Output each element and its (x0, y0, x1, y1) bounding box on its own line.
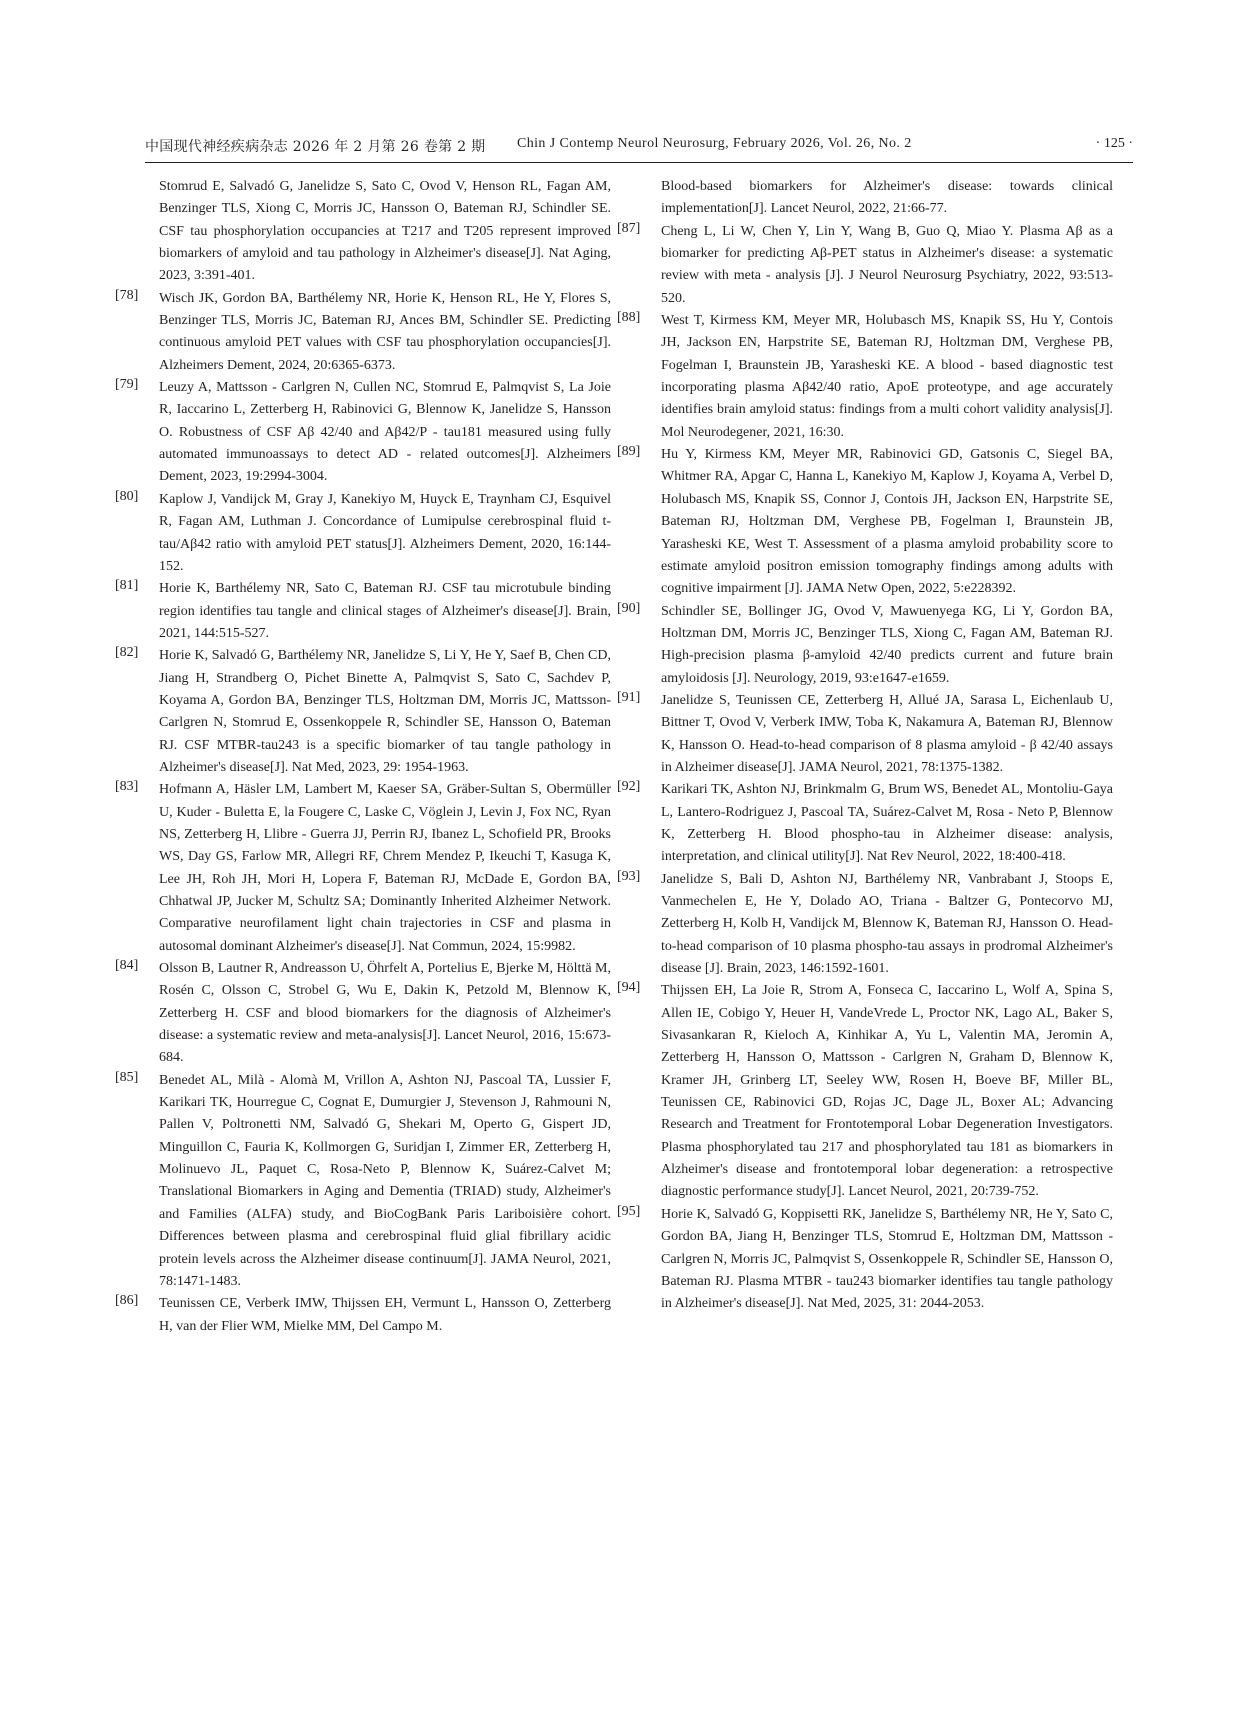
reference-entry-continuation (661, 176, 1113, 221)
reference-text: Stomrud E, Salvadó G, Janelidze S, Sato C, Ovod V, Henson RL, Fagan AM, Benzinger TLS, Xiong C, Morris JC, Hansson O, Bateman RJ, Schindler SE. CSF tau phosphorylation occupancies at T217 and T205 represent improved biomarkers of amyloid and tau pathology in Alzheimer's disease[J]. Nat Aging, 2023, 3:391-401. (159, 179, 611, 284)
reference-entry (617, 689, 1113, 779)
reference-number: [92] (617, 779, 641, 795)
page-number: · 125 · (1095, 136, 1133, 151)
reference-text: West T, Kirmess KM, Meyer MR, Holubasch MS, Knapik SS, Hu Y, Contois JH, Jackson EN, Harpstrite SE, Bateman RJ, Holtzman DM, Verghese PB, Fogelman I, Braunstein JB, Yarasheski KE. A blood - based diagnostic test incorporating plasma Aβ42/40 ratio, ApoE proteotype, and age accurately identifies brain amyloid status: findings from a multi cohort validity analysis[J]. Mol Neurodegener, 2021, 16:30. (661, 313, 1113, 440)
reference-text: Thijssen EH, La Joie R, Strom A, Fonseca C, Iaccarino L, Wolf A, Spina S, Allen IE, Cobigo Y, Heuer H, VandeVrede L, Proctor NK, Lago AL, Baker S, Sivasankaran R, Kieloch A, Kinhikar A, Yu L, Valentin MA, Jeromin A, Zetterberg H, Hansson O, Mattsson - Carlgren N, Graham D, Blennow K, Kramer JH, Grinberg LT, Seeley WW, Rosen H, Boeve BF, Miller BL, Teunissen CE, Rabinovici GD, Rojas JC, Dage JL, Boxer AL; Advancing Research and Treatment for Frontotemporal Lobar Degeneration Investigators. Plasma phosphorylated tau 217 and phosphorylated tau 181 as biomarkers in Alzheimer's disease and frontotemporal lobar degeneration: a retrospective diagnostic performance study[J]. Lancet Neurol, 2021, 20:739-752. (661, 983, 1113, 1200)
reference-text: Schindler SE, Bollinger JG, Ovod V, Mawuenyega KG, Li Y, Gordon BA, Holtzman DM, Morris JC, Benzinger TLS, Xiong C, Fagan AM, Bateman RJ. High-precision plasma β-amyloid 42/40 predicts current and future brain amyloidosis [J]. Neurology, 2019, 93:e1647-e1659. (661, 603, 1113, 686)
reference-column-left (115, 176, 611, 1338)
reference-entry (617, 220, 1113, 310)
reference-entry (115, 1293, 611, 1338)
reference-entry (617, 779, 1113, 868)
reference-entry (617, 980, 1113, 1203)
reference-entry (115, 287, 611, 377)
reference-entry (617, 1203, 1113, 1316)
reference-number: [89] (617, 444, 641, 460)
reference-text: Horie K, Barthélemy NR, Sato C, Bateman RJ. CSF tau microtubule binding region identifies tau tangle and clinical stages of Alzheimer's disease[J]. Brain, 2021, 144:515-527. (159, 581, 611, 641)
reference-number: [83] (115, 779, 139, 795)
reference-text: Horie K, Salvadó G, Koppisetti RK, Janelidze S, Barthélemy NR, He Y, Sato C, Gordon BA, Jiang H, Benzinger TLS, Stomrud E, Holtzman DM, Mattsson - Carlgren N, Morris JC, Palmqvist S, Ossenkoppele R, Schindler SE, Hansson O, Bateman RJ. Plasma MTBR - tau243 biomarker identifies tau tangle pathology in Alzheimer's disease[J]. Nat Med, 2025, 31: 2044-2053. (661, 1206, 1113, 1312)
reference-text: Wisch JK, Gordon BA, Barthélemy NR, Horie K, Henson RL, He Y, Flores S, Benzinger TLS, Morris JC, Bateman RJ, Ances BM, Schindler SE. Predicting continuous amyloid PET values with CSF tau phosphorylation occupancies[J]. Alzheimers Dement, 2024, 20:6365-6373. (159, 290, 611, 373)
reference-entry (115, 578, 611, 645)
reference-text: Janelidze S, Teunissen CE, Zetterberg H, Allué JA, Sarasa L, Eichenlaub U, Bittner T, Ovod V, Verberk IMW, Toba K, Nakamura A, Bateman RJ, Blennow K, Hansson O. Head-to-head comparison of 8 plasma amyloid - β 42/40 assays in Alzheimer disease[J]. JAMA Neurol, 2021, 78:1375-1382. (661, 692, 1113, 775)
reference-entry (115, 779, 611, 958)
header-rule (145, 162, 1133, 163)
reference-text: Karikari TK, Ashton NJ, Brinkmalm G, Brum WS, Benedet AL, Montoliu-Gaya L, Lantero-Rodriguez J, Pascoal TA, Suárez-Calvet M, Rosa - Neto P, Blennow K, Zetterberg H. Blood phospho-tau in Alzheimer disease: analysis, interpretation, and clinical utility[J]. Nat Rev Neurol, 2022, 18:400-418. (661, 782, 1113, 865)
reference-text: Janelidze S, Bali D, Ashton NJ, Barthélemy NR, Vanbrabant J, Stoops E, Vanmechelen E, He Y, Dolado AO, Triana - Baltzer G, Pontecorvo MJ, Zetterberg H, Kolb H, Vandijck M, Blennow K, Bateman RJ, Hansson O. Head-to-head comparison of 10 plasma phospho-tau assays in prodromal Alzheimer's disease [J]. Brain, 2023, 146:1592-1601. (661, 871, 1113, 977)
reference-entry-continuation (159, 176, 611, 288)
reference-number: [79] (115, 377, 139, 393)
reference-entry (115, 1069, 611, 1293)
journal-title-chinese: 中国现代神经疾病杂志 2026 年 2 月第 26 卷第 2 期 (145, 139, 486, 155)
reference-number: [86] (115, 1293, 139, 1309)
reference-text: Blood-based biomarkers for Alzheimer's disease: towards clinical implementation[J]. Lancet Neurol, 2022, 21:66-77. (661, 179, 1113, 217)
reference-text: Leuzy A, Mattsson - Carlgren N, Cullen NC, Stomrud E, Palmqvist S, La Joie R, Iaccarino L, Zetterberg H, Rabinovici G, Blennow K, Janelidze S, Hansson O. Robustness of CSF Aβ 42/40 and Aβ42/P - tau181 measured using fully automated immunoassays to detect AD - related outcomes[J]. Alzheimers Dement, 2023, 19:2994-3004. (159, 380, 611, 485)
reference-text: Hofmann A, Häsler LM, Lambert M, Kaeser SA, Gräber-Sultan S, Obermüller U, Kuder - Buletta E, la Fougere C, Laske C, Vöglein J, Levin J, Fox NC, Ryan NS, Zetterberg H, Llibre - Guerra JJ, Perrin RJ, Ibanez L, Schofield PR, Brooks WS, Day GS, Farlow MR, Allegri RF, Chrem Mendez P, Ikeuchi T, Kasuga K, Lee JH, Roh JH, Mori H, Lopera F, Bateman RJ, McDade E, Gordon BA, Chhatwal JP, Jucker M, Schultz SA; Dominantly Inherited Alzheimer Network. Comparative neurofilament light chain trajectories in CSF and plasma in autosomal dominant Alzheimer's disease[J]. Nat Commun, 2024, 15:9982. (159, 782, 611, 954)
reference-number: [90] (617, 600, 641, 616)
reference-entry (115, 958, 611, 1070)
reference-entry (617, 868, 1113, 981)
reference-number: [94] (617, 980, 641, 996)
reference-number: [95] (617, 1203, 641, 1219)
reference-text: Cheng L, Li W, Chen Y, Lin Y, Wang B, Guo Q, Miao Y. Plasma Aβ as a biomarker for predicting Aβ-PET status in Alzheimer's disease: a systematic review with meta - analysis [J]. J Neurol Neurosurg Psychiatry, 2022, 93:513-520. (661, 223, 1113, 306)
reference-entry (115, 377, 611, 489)
reference-text: Kaplow J, Vandijck M, Gray J, Kanekiyo M, Huyck E, Traynham CJ, Esquivel R, Fagan AM, Luthman J. Concordance of Lumipulse cerebrospinal fluid t-tau/Aβ42 ratio with amyloid PET status[J]. Alzheimers Dement, 2020, 16:144-152. (159, 491, 611, 574)
reference-number: [78] (115, 287, 139, 303)
reference-text: Teunissen CE, Verberk IMW, Thijssen EH, Vermunt L, Hansson O, Zetterberg H, van der Flier WM, Mielke MM, Del Campo M. (159, 1296, 611, 1334)
reference-text: Olsson B, Lautner R, Andreasson U, Öhrfelt A, Portelius E, Bjerke M, Hölttä M, Rosén C, Olsson C, Strobel G, Wu E, Dakin K, Petzold M, Blennow K, Zetterberg H. CSF and blood biomarkers for the diagnosis of Alzheimer's disease: a systematic review and meta-analysis[J]. Lancet Neurol, 2016, 15:673-684. (159, 961, 611, 1066)
reference-number: [87] (617, 220, 641, 236)
reference-number: [82] (115, 645, 139, 661)
reference-entry (617, 444, 1113, 600)
reference-number: [91] (617, 689, 641, 705)
reference-number: [81] (115, 578, 139, 594)
reference-text: Hu Y, Kirmess KM, Meyer MR, Rabinovici GD, Gatsonis C, Siegel BA, Whitmer RA, Apgar C, Hanna L, Kanekiyo M, Kaplow J, Koyama A, Verbel D, Holubasch MS, Knapik SS, Connor J, Contois JH, Jackson EN, Harpstrite SE, Bateman RJ, Holtzman DM, Verghese PB, Fogelman I, Braunstein JB, Yarasheski KE, West T. Assessment of a plasma amyloid probability score to estimate amyloid positron emission tomography findings among adults with cognitive impairment [J]. JAMA Netw Open, 2022, 5:e228392. (661, 447, 1113, 597)
running-header (145, 136, 1133, 156)
reference-entry (617, 600, 1113, 690)
reference-number: [93] (617, 868, 641, 884)
reference-entry (617, 310, 1113, 444)
reference-text: Benedet AL, Milà - Alomà M, Vrillon A, Ashton NJ, Pascoal TA, Lussier F, Karikari TK, Hourregue C, Cognat E, Dumurgier J, Stevenson J, Rahmouni N, Pallen V, Poltronetti NM, Salvadó G, Shekari M, Operto G, Gispert JD, Minguillon C, Fauria K, Kollmorgen G, Suridjan I, Zimmer ER, Zetterberg H, Molinuevo JL, Paquet C, Rosa-Neto P, Blennow K, Suárez-Calvet M; Translational Biomarkers in Aging and Dementia (TRIAD) study, Alzheimer's and Families (ALFA) study, and BioCogBank Paris Lariboisière cohort. Differences between plasma and cerebrospinal fluid glial fibrillary acidic protein levels across the Alzheimer disease continuum[J]. JAMA Neurol, 2021, 78:1471-1483. (159, 1072, 611, 1289)
reference-number: [84] (115, 958, 139, 974)
reference-entry (115, 645, 611, 779)
journal-title-english: Chin J Contemp Neurol Neurosurg, February 2026, Vol. 26, No. 2 (517, 136, 912, 151)
reference-number: [80] (115, 488, 139, 504)
reference-entry (115, 488, 611, 578)
reference-number: [85] (115, 1069, 139, 1085)
reference-number: [88] (617, 310, 641, 326)
reference-text: Horie K, Salvadó G, Barthélemy NR, Janelidze S, Li Y, He Y, Saef B, Chen CD, Jiang H, Strandberg O, Pichet Binette A, Palmqvist S, Sato C, Sachdev P, Koyama A, Gordon BA, Benzinger TLS, Holtzman DM, Morris JC, Mattsson-Carlgren N, Stomrud E, Ossenkoppele R, Schindler SE, Hansson O, Bateman RJ. CSF MTBR-tau243 is a specific biomarker of tau tangle pathology in Alzheimer's disease[J]. Nat Med, 2023, 29: 1954-1963. (159, 648, 611, 775)
reference-column-right (617, 176, 1113, 1316)
